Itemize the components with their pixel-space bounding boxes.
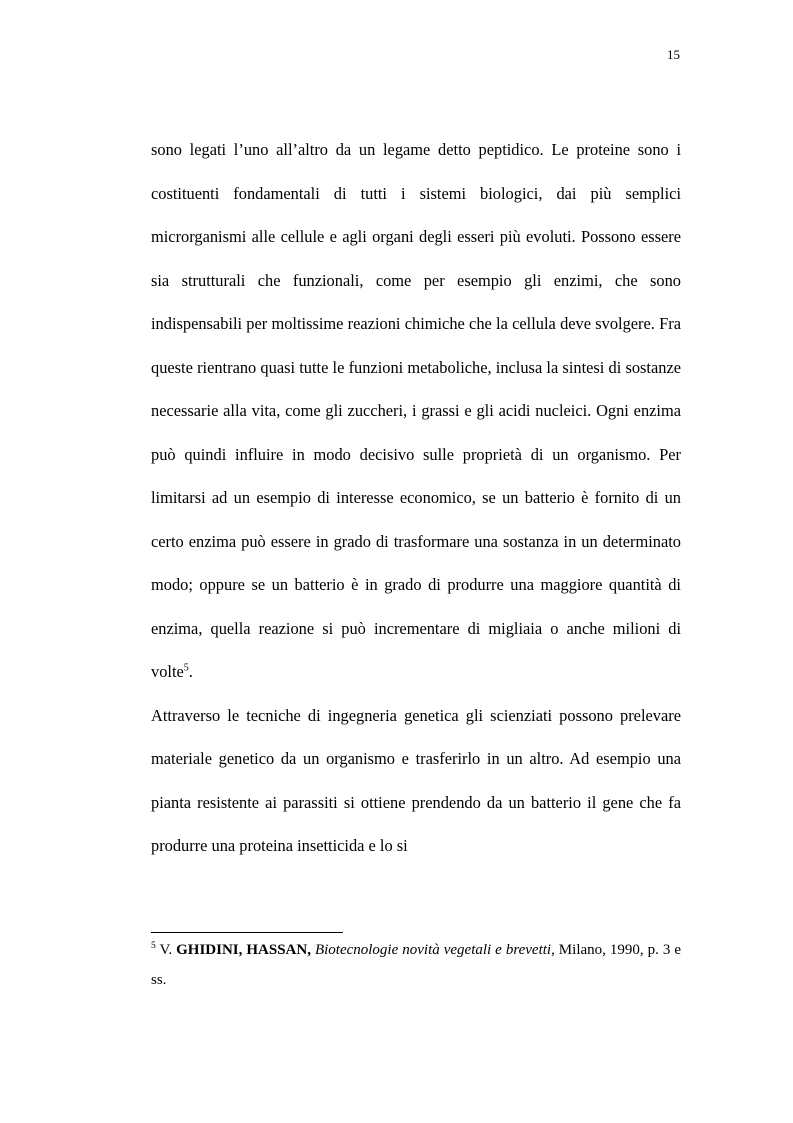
- paragraph-1-text: sono legati l’uno all’altro da un legame detto peptidico. Le proteine sono i costituenti fondamentali di tutti i sistemi biologici, dai più semplici microrganismi alle cellule e agli organi degli esseri più evoluti. Possono essere sia strutturali che funzionali, come per esempio gli enzimi, che sono indispensabili per moltissime reazioni chimiche che la cellula deve svolgere. Fra queste rientrano quasi tutte le funzioni metaboliche, inclusa la sintesi di sostanze necessarie alla vita, come gli zuccheri, i grassi e gli acidi nucleici. Ogni enzima può quindi influire in modo decisivo sulle proprietà di un organismo. Per limitarsi ad un esempio di interesse economico, se un batterio è fornito di un certo enzima può essere in grado di trasformare una sostanza in un determinato modo; oppure se un batterio è in grado di produrre una maggiore quantità di enzima, quella reazione si può incrementare di migliaia o anche milioni di volte: [151, 140, 681, 681]
- page-number: 15: [667, 47, 680, 62]
- paragraph-1: [151, 128, 681, 694]
- footnote: [151, 935, 681, 995]
- footnote-separator: [151, 932, 343, 933]
- footnote-title: Biotecnologie novità vegetali e brevetti: [314, 942, 552, 958]
- footnote-reference: 5: [183, 662, 189, 674]
- body-text: [151, 128, 681, 868]
- paragraph-1-end: .: [188, 662, 193, 681]
- footnote-marker: 5: [151, 941, 156, 951]
- footnote-authors: GHIDINI, HASSAN,: [176, 942, 311, 958]
- paragraph-2: Attraverso le tecniche di ingegneria genetica gli scienziati possono prelevare materiale genetico da un organismo e trasferirlo in un altro. Ad esempio una pianta resistente ai parassiti si ottiene prendendo da un batterio il gene che fa produrre una proteina insetticida e lo si: [151, 705, 681, 855]
- footnote-suffix: , Milano, 1990, p. 3 e ss.: [151, 942, 681, 988]
- footnote-prefix: V.: [155, 942, 177, 958]
